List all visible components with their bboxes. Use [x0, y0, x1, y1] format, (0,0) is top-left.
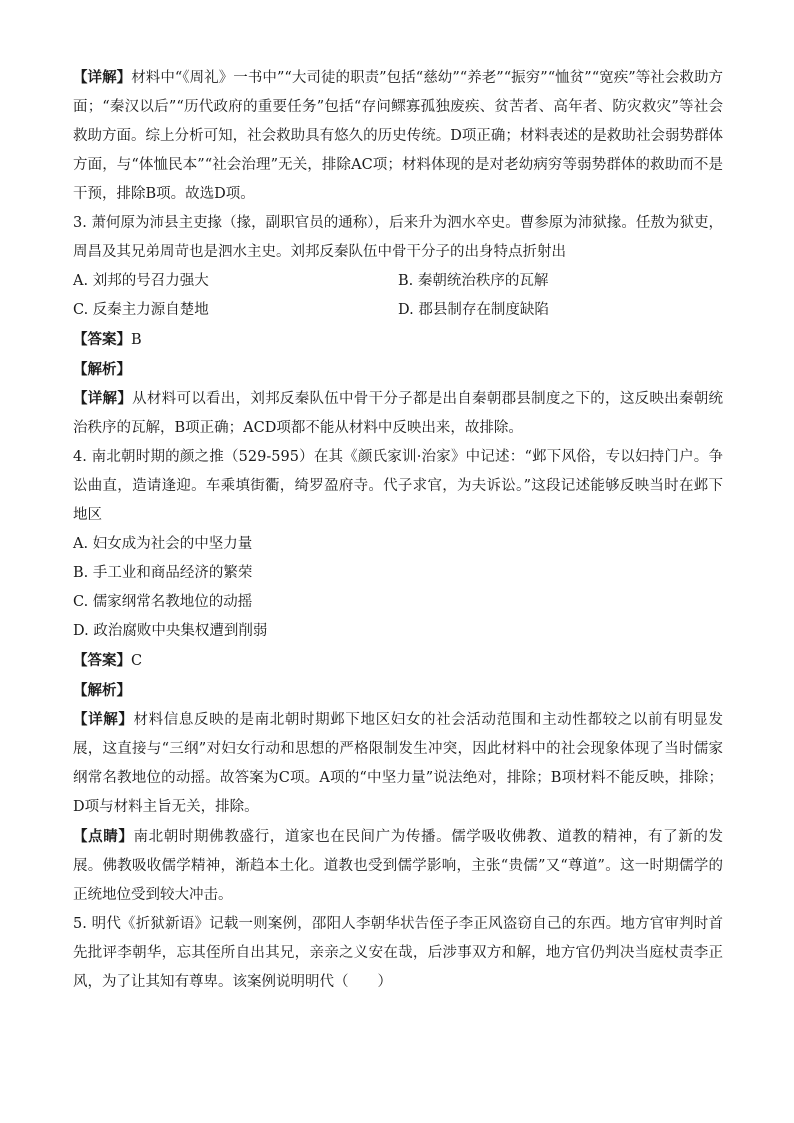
q3-options-row-1 [73, 267, 723, 296]
note-tag: 【点睛】 [73, 828, 134, 845]
q4-note-paragraph [73, 822, 723, 910]
q5-stem: 5. 明代《折狱新语》记载一则案例，邵阳人李朝华状告侄子李正风盗窃自己的东西。地方官审判时首先批评李朝华，忘其侄所自出其兄，亲亲之义安在哉，后涉事双方和解，地方官仍判决当庭杖责李正风，为了让其知有尊卑。该案例说明明代（ ） [73, 916, 723, 990]
q3-option-c: C. 反秦主力源自楚地 [73, 302, 209, 318]
q3-option-b: B. 秦朝统治秩序的瓦解 [398, 273, 549, 289]
q4-detail-paragraph [73, 705, 723, 822]
answer-tag: 【答案】 [73, 331, 131, 348]
q4-answer [73, 646, 723, 676]
q4-note-text: 南北朝时期佛教盛行，道家也在民间广为传播。儒学吸收佛教、道教的精神，有了新的发展。佛教吸收儒学精神，渐趋本土化。道教也受到儒学影响，主张“贵儒”又“尊道”。这一时期儒学的正统地位受到较大冲击。 [73, 829, 724, 903]
answer-tag: 【答案】 [73, 652, 131, 669]
q3-options-row-2 [73, 296, 723, 325]
q2-detail-paragraph [73, 63, 723, 209]
detail-tag: 【详解】 [73, 69, 132, 86]
q4-answer-value: C [131, 653, 143, 669]
q3-option-a: A. 刘邦的号召力强大 [73, 273, 209, 289]
detail-tag: 【详解】 [73, 711, 134, 728]
q4-option-d: D. 政治腐败中央集权遭到削弱 [73, 623, 268, 639]
document-page [73, 63, 723, 997]
q4-analysis-heading: 【解析】 [73, 682, 131, 699]
q4-stem: 4. 南北朝时期的颜之推（529-595）在其《颜氏家训·治家》中记述：“邺下风俗，专以妇持门户。争讼曲直，造请逢迎。车乘填街衢，绮罗盈府寺。代子求官，为夫诉讼。”这段记述能够反映当时在邺下地区 [73, 449, 723, 523]
q3-detail-paragraph [73, 384, 723, 443]
q3-stem: 3. 萧何原为沛县主吏掾（掾，副职官员的通称），后来升为泗水卒史。曹参原为沛狱掾。任敖为狱吏，周昌及其兄弟周苛也是泗水主史。刘邦反秦队伍中骨干分子的出身特点折射出 [73, 215, 723, 260]
detail-tag: 【详解】 [73, 390, 133, 407]
q4-option-a: A. 妇女成为社会的中坚力量 [73, 536, 253, 552]
q3-answer [73, 325, 723, 355]
q4-detail-text: 材料信息反映的是南北朝时期邺下地区妇女的社会活动范围和主动性都较之以前有明显发展，这直接与“三纲”对妇女行动和思想的严格限制发生冲突，因此材料中的社会现象体现了当时儒家纲常名教地位的动摇。故答案为C项。A项的“中坚力量”说法绝对，排除；B项材料不能反映，排除；D项与材料主旨无关，排除。 [73, 712, 724, 815]
q3-option-d: D. 郡县制存在制度缺陷 [398, 302, 549, 318]
q4-option-c: C. 儒家纲常名教地位的动摇 [73, 594, 253, 610]
q3-detail-text: 从材料可以看出，刘邦反秦队伍中骨干分子都是出自秦朝郡县制度之下的，这反映出秦朝统治秩序的瓦解，B项正确；ACD项都不能从材料中反映出来，故排除。 [73, 391, 724, 436]
q3-analysis-heading: 【解析】 [73, 361, 131, 378]
q2-detail-text: 材料中“《周礼》一书中”“大司徒的职责”包括“慈幼”“养老”“振穷”“恤贫”“宽疾”等社会救助方面；“秦汉以后”“历代政府的重要任务”包括“存问鳏寡孤独废疾、贫苦者、高年者、防灾救灾”等社会救助方面。综上分析可知，社会救助具有悠久的历史传统。D项正确；材料表述的是救助社会弱势群体方面，与“体恤民本”“社会治理”无关，排除AC项；材料体现的是对老幼病穷等弱势群体的救助而不是干预，排除B项。故选D项。 [73, 70, 723, 202]
q3-answer-value: B [131, 332, 142, 348]
q4-option-b: B. 手工业和商品经济的繁荣 [73, 565, 253, 581]
